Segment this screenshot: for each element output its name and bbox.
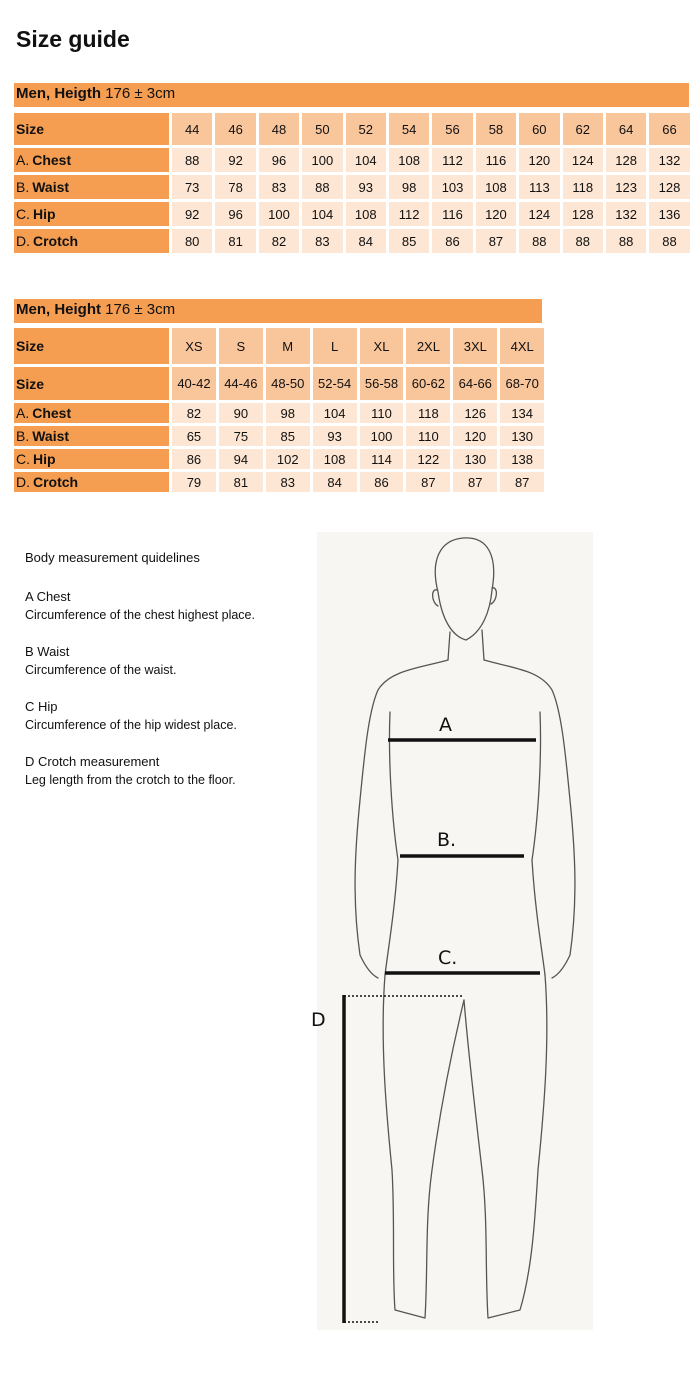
guideline-title: C Hip <box>25 699 58 714</box>
value-cell: 92 <box>215 148 255 172</box>
value-cell: 96 <box>215 202 255 226</box>
guideline-description: Leg length from the crotch to the floor. <box>25 773 236 787</box>
value-cell: 132 <box>649 148 689 172</box>
value-cell: 114 <box>360 449 404 469</box>
size-cell: 3XL <box>453 328 497 364</box>
value-cell: 104 <box>313 403 357 423</box>
size-cell: 54 <box>389 113 429 145</box>
size-cell: 2XL <box>406 328 450 364</box>
leg-left-outline <box>383 975 464 1318</box>
value-cell: 83 <box>259 175 299 199</box>
value-cell: 92 <box>172 202 212 226</box>
size-cell: L <box>313 328 357 364</box>
value-cell: 84 <box>313 472 357 492</box>
value-cell: 130 <box>453 449 497 469</box>
value-cell: 108 <box>313 449 357 469</box>
value-cell: 108 <box>476 175 516 199</box>
value-cell: 86 <box>360 472 404 492</box>
value-cell: 123 <box>606 175 646 199</box>
size-cell: 60 <box>519 113 559 145</box>
head-outline <box>435 538 493 640</box>
eu-size-cell: 56-58 <box>360 367 404 400</box>
value-cell: 83 <box>302 229 342 253</box>
value-cell: 87 <box>406 472 450 492</box>
hip-label: C. <box>438 947 458 969</box>
row-label-name: Waist <box>32 428 70 444</box>
value-cell: 112 <box>432 148 472 172</box>
value-cell: 104 <box>302 202 342 226</box>
eu-size-cell: 44-46 <box>219 367 263 400</box>
value-cell: 110 <box>406 426 450 446</box>
value-cell: 120 <box>519 148 559 172</box>
value-cell: 110 <box>360 403 404 423</box>
row-label-name: Hip <box>33 451 56 467</box>
eu-size-cell: 64-66 <box>453 367 497 400</box>
value-cell: 88 <box>563 229 603 253</box>
row-label-name: Chest <box>32 405 72 421</box>
row-label-prefix: A. <box>16 152 30 168</box>
row-label-prefix: B. <box>16 179 30 195</box>
value-cell: 100 <box>360 426 404 446</box>
value-cell: 124 <box>519 202 559 226</box>
value-cell: 96 <box>259 148 299 172</box>
value-cell: 124 <box>563 148 603 172</box>
value-cell: 65 <box>172 426 216 446</box>
value-cell: 80 <box>172 229 212 253</box>
value-cell: 86 <box>172 449 216 469</box>
value-cell: 108 <box>346 202 386 226</box>
row-label-prefix: D. <box>16 474 30 490</box>
value-cell: 122 <box>406 449 450 469</box>
size-cell: 50 <box>302 113 342 145</box>
guideline-description: Circumference of the waist. <box>25 663 177 677</box>
value-cell: 113 <box>519 175 559 199</box>
value-cell: 102 <box>266 449 310 469</box>
value-cell: 126 <box>453 403 497 423</box>
size-cell: 4XL <box>500 328 544 364</box>
eu-size-cell: 68-70 <box>500 367 544 400</box>
value-cell: 128 <box>563 202 603 226</box>
chest-label: A <box>439 714 452 736</box>
value-cell: 88 <box>606 229 646 253</box>
eu-size-cell: 40-42 <box>172 367 216 400</box>
row-label-prefix: B. <box>16 428 30 444</box>
size-cell: 58 <box>476 113 516 145</box>
row-label-name: Hip <box>33 206 56 222</box>
table1-header-rest: 176 ± 3cm <box>101 85 176 102</box>
page-title: Size guide <box>16 26 130 52</box>
size-cell: 64 <box>606 113 646 145</box>
guidelines-heading: Body measurement quidelines <box>25 550 200 565</box>
value-cell: 87 <box>476 229 516 253</box>
size-cell: 48 <box>259 113 299 145</box>
row-label-name: Size <box>16 121 45 137</box>
leg-right-outline <box>464 975 547 1318</box>
value-cell: 94 <box>219 449 263 469</box>
value-cell: 134 <box>500 403 544 423</box>
value-cell: 86 <box>432 229 472 253</box>
value-cell: 128 <box>606 148 646 172</box>
value-cell: 104 <box>346 148 386 172</box>
guideline-title: A Chest <box>25 589 71 604</box>
value-cell: 120 <box>453 426 497 446</box>
table1-header-bold: Men, Heigth <box>16 85 101 102</box>
value-cell: 103 <box>432 175 472 199</box>
value-cell: 108 <box>389 148 429 172</box>
row-label-prefix: C. <box>16 451 30 467</box>
value-cell: 75 <box>219 426 263 446</box>
value-cell: 98 <box>389 175 429 199</box>
torso-right-outline <box>484 660 575 978</box>
size-cell: M <box>266 328 310 364</box>
value-cell: 85 <box>266 426 310 446</box>
row-label-name: Chest <box>32 152 72 168</box>
size-cell: 56 <box>432 113 472 145</box>
value-cell: 118 <box>563 175 603 199</box>
value-cell: 79 <box>172 472 216 492</box>
value-cell: 81 <box>219 472 263 492</box>
value-cell: 120 <box>476 202 516 226</box>
torso-left-outline <box>355 660 448 978</box>
value-cell: 112 <box>389 202 429 226</box>
value-cell: 132 <box>606 202 646 226</box>
guideline-description: Circumference of the chest highest place. <box>25 608 255 622</box>
size-cell: 52 <box>346 113 386 145</box>
torso-inner-right <box>532 712 545 975</box>
size-cell: XS <box>172 328 216 364</box>
row-label-prefix: D. <box>16 233 30 249</box>
value-cell: 130 <box>500 426 544 446</box>
value-cell: 100 <box>302 148 342 172</box>
value-cell: 116 <box>476 148 516 172</box>
value-cell: 98 <box>266 403 310 423</box>
value-cell: 93 <box>346 175 386 199</box>
neck-outline <box>448 630 484 660</box>
value-cell: 138 <box>500 449 544 469</box>
row-label-prefix: C. <box>16 206 30 222</box>
value-cell: 88 <box>649 229 689 253</box>
value-cell: 118 <box>406 403 450 423</box>
table2-header-bold: Men, Height <box>16 301 101 318</box>
value-cell: 85 <box>389 229 429 253</box>
value-cell: 78 <box>215 175 255 199</box>
row-label-name: Crotch <box>33 233 79 249</box>
value-cell: 128 <box>649 175 689 199</box>
value-cell: 90 <box>219 403 263 423</box>
guideline-title: B Waist <box>25 644 70 659</box>
guideline-description: Circumference of the hip widest place. <box>25 718 237 732</box>
value-cell: 82 <box>259 229 299 253</box>
value-cell: 84 <box>346 229 386 253</box>
row-label-name: Crotch <box>33 474 79 490</box>
size-cell: XL <box>360 328 404 364</box>
size-cell: S <box>219 328 263 364</box>
value-cell: 88 <box>172 148 212 172</box>
value-cell: 116 <box>432 202 472 226</box>
torso-inner-left <box>385 712 398 975</box>
size-cell: 44 <box>172 113 212 145</box>
ear-left <box>433 590 438 606</box>
row-label-name: Waist <box>32 179 70 195</box>
value-cell: 100 <box>259 202 299 226</box>
value-cell: 88 <box>302 175 342 199</box>
eu-size-cell: 60-62 <box>406 367 450 400</box>
value-cell: 136 <box>649 202 689 226</box>
row-label-prefix: A. <box>16 405 30 421</box>
value-cell: 83 <box>266 472 310 492</box>
value-cell: 81 <box>215 229 255 253</box>
eu-size-cell: 52-54 <box>313 367 357 400</box>
row-label-name: Size <box>16 375 45 392</box>
size-cell: 62 <box>563 113 603 145</box>
value-cell: 93 <box>313 426 357 446</box>
size-cell: 66 <box>649 113 689 145</box>
crotch-label: D <box>311 1009 326 1031</box>
size-cell: 46 <box>215 113 255 145</box>
table2-header-rest: 176 ± 3cm <box>101 301 176 318</box>
eu-size-cell: 48-50 <box>266 367 310 400</box>
value-cell: 87 <box>500 472 544 492</box>
waist-label: B. <box>437 829 457 851</box>
row-label-name: Size <box>16 338 45 354</box>
value-cell: 73 <box>172 175 212 199</box>
value-cell: 82 <box>172 403 216 423</box>
value-cell: 88 <box>519 229 559 253</box>
guideline-title: D Crotch measurement <box>25 754 160 769</box>
value-cell: 87 <box>453 472 497 492</box>
